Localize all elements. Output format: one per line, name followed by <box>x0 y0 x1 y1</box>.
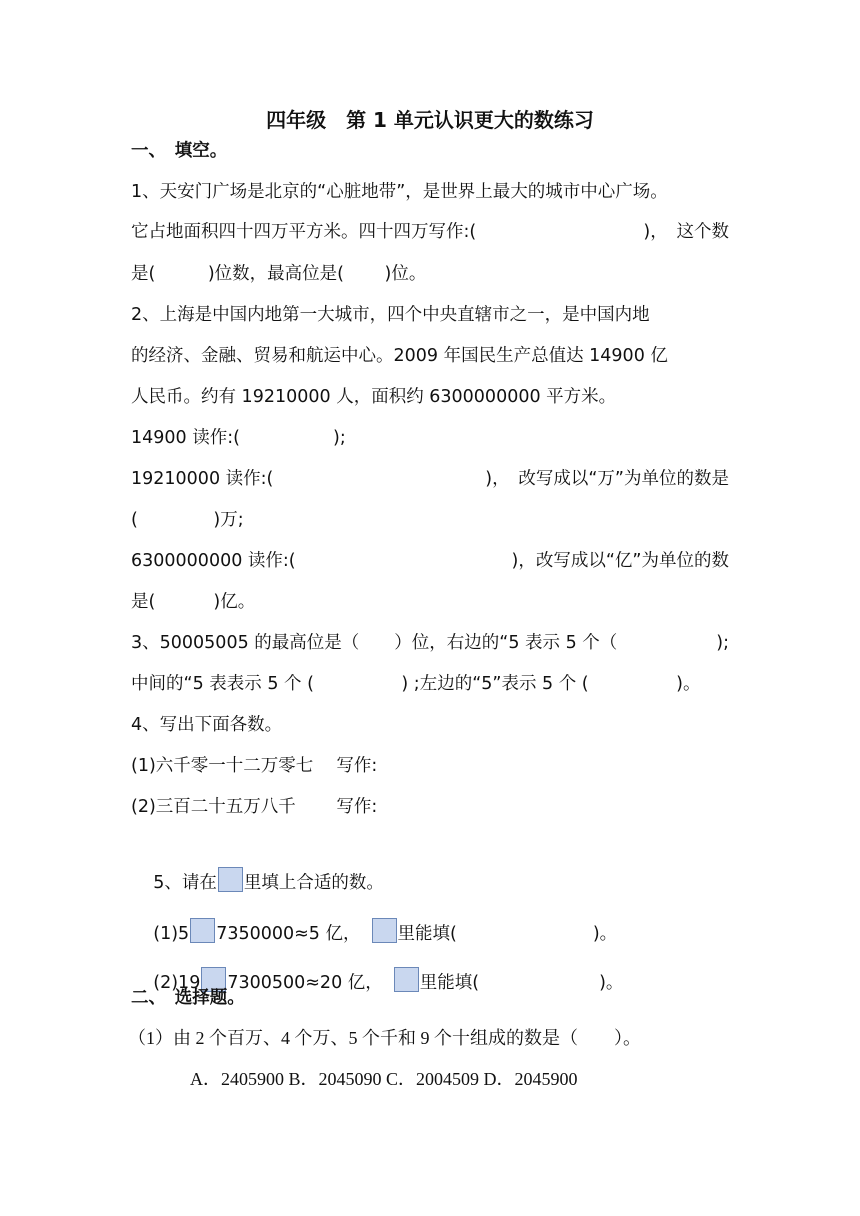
q4-line-1: 4、写出下面各数。 <box>131 715 283 735</box>
q2-line-2: 的经济、金融、贸易和航运中心。2009 年国民生产总值达 14900 亿 <box>131 346 668 366</box>
q2-line-7-text: 6300000000 读作:( <box>131 551 296 571</box>
q5-2-end: )。 <box>592 924 618 944</box>
section-fill-in-heading: 一、 填空。 <box>131 141 228 161</box>
q5-2-middle: 7350000≈5 亿， <box>216 924 361 944</box>
q2-line-7 <box>131 549 729 573</box>
q1-line-2 <box>131 220 729 244</box>
page-title: 四年级 第 1 单元认识更大的数练习 <box>266 108 594 132</box>
q3-line-1 <box>131 631 729 655</box>
q3-line-2: 中间的“5 表表示 5 个 ( ) ;左边的“5”表示 5 个 ( )。 <box>131 674 701 694</box>
section-choice-heading: 二、 选择题。 <box>131 988 245 1008</box>
q5-3-middle: 7300500≈20 亿， <box>227 973 383 993</box>
q1-line-3: 是( )位数，最高位是( )位。 <box>131 264 427 284</box>
q2-line-7-tail: )，改写成以“亿”为单位的数 <box>511 551 729 571</box>
q2-line-5-tail: )， 改写成以“万”为单位的数是 <box>485 469 729 489</box>
q2-line-6: ( )万; <box>131 510 244 530</box>
mc-question-1-options: A．2405900 B．2045090 C．2004509 D．2045900 <box>190 1069 578 1089</box>
answer-box-icon <box>190 918 215 943</box>
q5-3-fill: 里能填( <box>419 973 480 993</box>
q2-line-3: 人民币。约有 19210000 人，面积约 6300000000 平方米。 <box>131 387 617 407</box>
answer-box-icon <box>394 967 419 992</box>
answer-box-icon <box>372 918 397 943</box>
q5-3-end: )。 <box>599 973 624 993</box>
q3-line-1-text: 3、50005005 的最高位是（ ）位，右边的“5 表示 5 个（ <box>131 633 618 653</box>
q2-line-8: 是( )亿。 <box>131 592 256 612</box>
q5-3-prefix: (2)19 <box>153 973 201 993</box>
q1-line-2-text: 它占地面积四十四万平方米。四十四万写作:( <box>131 222 477 242</box>
q2-line-5 <box>131 467 729 491</box>
q1-line-2-tail: )， 这个数 <box>643 222 729 242</box>
q2-line-4: 14900 读作:( ); <box>131 428 346 448</box>
q4-line-3: (2)三百二十五万八千 写作: <box>131 797 378 817</box>
q5-2-prefix: (1)5 <box>153 924 190 944</box>
q5-line-1-tail: 里填上合适的数。 <box>243 873 384 893</box>
q1-line-1: 1、天安门广场是北京的“心脏地带”，是世界上最大的城市中心广场。 <box>131 182 668 202</box>
answer-box-icon <box>218 867 243 892</box>
q5-line-1-text: 5、请在 <box>153 873 217 893</box>
q4-line-2: (1)六千零一十二万零七 写作: <box>131 756 378 776</box>
q5-2-fill: 里能填( <box>397 924 457 944</box>
mc-question-1: （1）由 2 个百万、4 个万、5 个千和 9 个十组成的数是（ ）。 <box>128 1028 641 1048</box>
q3-line-1-tail: ); <box>716 633 729 653</box>
q2-line-1: 2、上海是中国内地第一大城市，四个中央直辖市之一，是中国内地 <box>131 305 650 325</box>
q2-line-5-text: 19210000 读作:( <box>131 469 274 489</box>
